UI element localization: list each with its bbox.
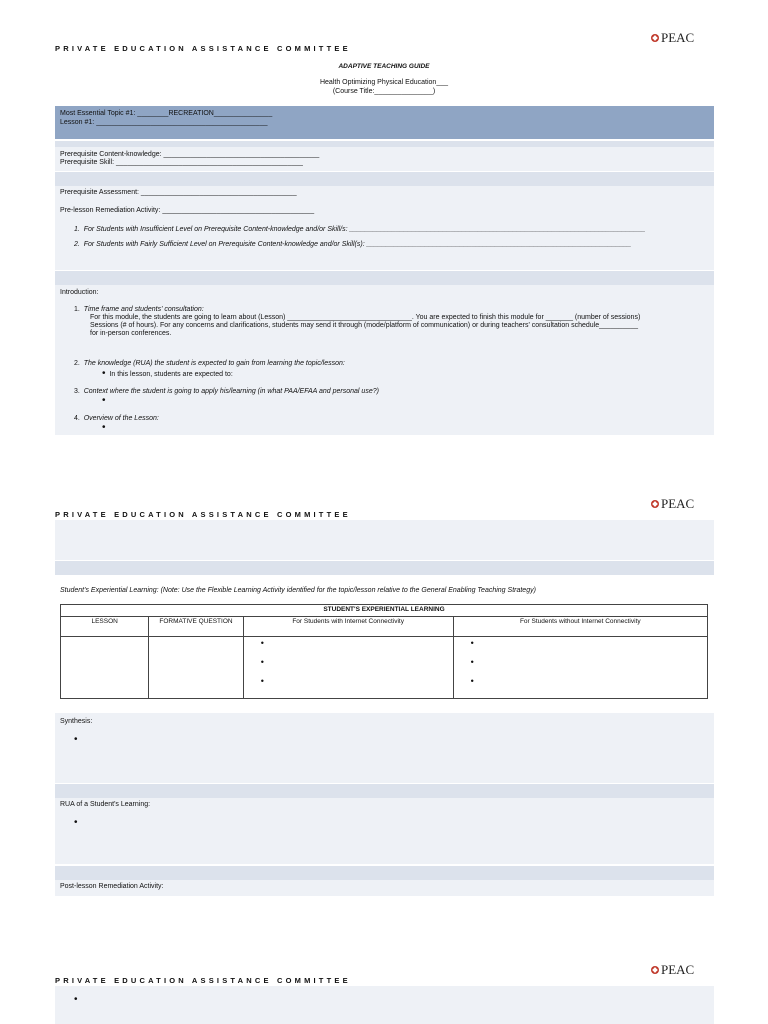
bullet-icon: • bbox=[470, 657, 474, 667]
separator-band bbox=[55, 866, 714, 880]
intro-item bbox=[74, 388, 379, 395]
header-without-internet: For Students without Internet Connectivity bbox=[453, 617, 707, 637]
intro-line: For this module, the students are going to learn about (Lesson) ________________________________. You are expected to finish this module for _______ (number of sessions) bbox=[90, 314, 641, 321]
logo-text: PEAC bbox=[661, 30, 695, 45]
lesson-cell bbox=[61, 637, 149, 699]
committee-header: PRIVATE EDUCATION ASSISTANCE COMMITTEE bbox=[55, 44, 351, 53]
item-title: Overview of the Lesson: bbox=[83, 415, 159, 422]
prereq-assessment: Prerequisite Assessment: ________________________________________ bbox=[60, 189, 297, 196]
continued-panel bbox=[55, 520, 714, 560]
bullet-icon: • bbox=[470, 638, 474, 648]
rua-panel bbox=[55, 798, 714, 864]
experiential-learning-table bbox=[60, 604, 708, 699]
peac-logo-icon bbox=[651, 500, 659, 508]
table-caption: STUDENT'S EXPERIENTIAL LEARNING bbox=[61, 605, 708, 617]
synthesis-heading: Synthesis: bbox=[60, 718, 93, 725]
bullet-icon: • bbox=[260, 676, 264, 686]
peac-logo bbox=[651, 962, 694, 978]
committee-header: PRIVATE EDUCATION ASSISTANCE COMMITTEE bbox=[55, 510, 351, 519]
intro-item bbox=[74, 360, 345, 367]
logo-text: PEAC bbox=[661, 962, 695, 977]
header-with-internet: For Students with Internet Connectivity bbox=[243, 617, 453, 637]
bullet-icon: • bbox=[74, 994, 78, 1005]
intro-item bbox=[74, 306, 204, 313]
intro-line: Sessions (# of hours). For any concerns and clarifications, students may send it through (mode/platform of communication) or during teachers' consultation schedule__________ bbox=[90, 322, 639, 329]
synthesis-panel bbox=[55, 713, 714, 783]
logo-text: PEAC bbox=[661, 496, 695, 511]
header-formative-question: FORMATIVE QUESTION bbox=[149, 617, 243, 637]
peac-logo bbox=[651, 496, 694, 512]
bullet-icon: • bbox=[74, 817, 78, 828]
item-title: Time frame and students' consultation: bbox=[83, 306, 204, 313]
remediation-item bbox=[74, 226, 645, 233]
committee-header: PRIVATE EDUCATION ASSISTANCE COMMITTEE bbox=[55, 976, 351, 985]
item-text: For Students with Insufficient Level on Prerequisite Content-knowledge and/or Skill/s: ____________________________________________________________________________ bbox=[83, 226, 646, 233]
item-number: 3. bbox=[74, 388, 80, 395]
course-title-line: (Course Title:_______________) bbox=[332, 88, 436, 95]
topic-label: Most Essential Topic #1: ________RECREATION_______________ bbox=[60, 110, 273, 117]
item-title: Context where the student is going to apply his/learning (in what PAA/EFAA and personal use?) bbox=[83, 388, 379, 395]
intro-item bbox=[74, 415, 159, 422]
bullet-icon: • bbox=[260, 657, 264, 667]
guide-title: ADAPTIVE TEACHING GUIDE bbox=[338, 63, 430, 70]
item-number: 2. bbox=[74, 241, 80, 248]
subject-line: Health Optimizing Physical Education___ bbox=[319, 79, 448, 86]
bullet-icon: • bbox=[470, 676, 474, 686]
with-internet-cell bbox=[243, 637, 453, 699]
bullet-icon: • bbox=[74, 734, 78, 745]
intro-bullet bbox=[102, 368, 233, 379]
header-lesson: LESSON bbox=[61, 617, 149, 637]
prereq-content: Prerequisite Content-knowledge: ________________________________________ bbox=[60, 151, 320, 158]
without-internet-cell bbox=[453, 637, 707, 699]
peac-logo bbox=[651, 30, 694, 46]
separator-band bbox=[55, 561, 714, 575]
formative-question-cell bbox=[149, 637, 243, 699]
item-number: 1. bbox=[74, 226, 80, 233]
item-title: The knowledge (RUA) the student is expected to gain from learning the topic/lesson: bbox=[83, 360, 345, 367]
bullet-icon: • bbox=[102, 368, 106, 379]
separator-band bbox=[55, 172, 714, 186]
separator-band bbox=[55, 271, 714, 285]
separator-band bbox=[55, 784, 714, 798]
postlesson-remediation: Post-lesson Remediation Activity: bbox=[60, 883, 164, 890]
rua-heading: RUA of a Student's Learning: bbox=[60, 801, 151, 808]
remediation-item bbox=[74, 241, 631, 248]
peac-logo-icon bbox=[651, 966, 659, 974]
bullet-icon: • bbox=[102, 422, 106, 433]
bullet-icon: • bbox=[102, 395, 106, 406]
bullet-text: In this lesson, students are expected to: bbox=[109, 371, 233, 378]
bullet-icon: • bbox=[260, 638, 264, 648]
prereq-skill: Prerequisite Skill: ________________________________________________ bbox=[60, 159, 303, 166]
item-number: 2. bbox=[74, 360, 80, 367]
peac-logo-icon bbox=[651, 34, 659, 42]
continued-panel bbox=[55, 986, 714, 1024]
prelesson-remediation: Pre-lesson Remediation Activity: _______________________________________ bbox=[60, 207, 315, 214]
introduction-heading: Introduction: bbox=[60, 289, 99, 296]
lesson-label: Lesson #1: ____________________________________________ bbox=[60, 119, 268, 126]
intro-line: for in-person conferences. bbox=[90, 330, 172, 337]
item-text: For Students with Fairly Sufficient Level on Prerequisite Content-knowledge and/or Skill(s): ____________________________________________________________________ bbox=[83, 241, 632, 248]
item-number: 4. bbox=[74, 415, 80, 422]
experiential-note: Student's Experiential Learning: (Note: Use the Flexible Learning Activity identified for the topic/lesson relative to the General Enabling Teaching Strategy) bbox=[60, 587, 536, 594]
item-number: 1. bbox=[74, 306, 80, 313]
